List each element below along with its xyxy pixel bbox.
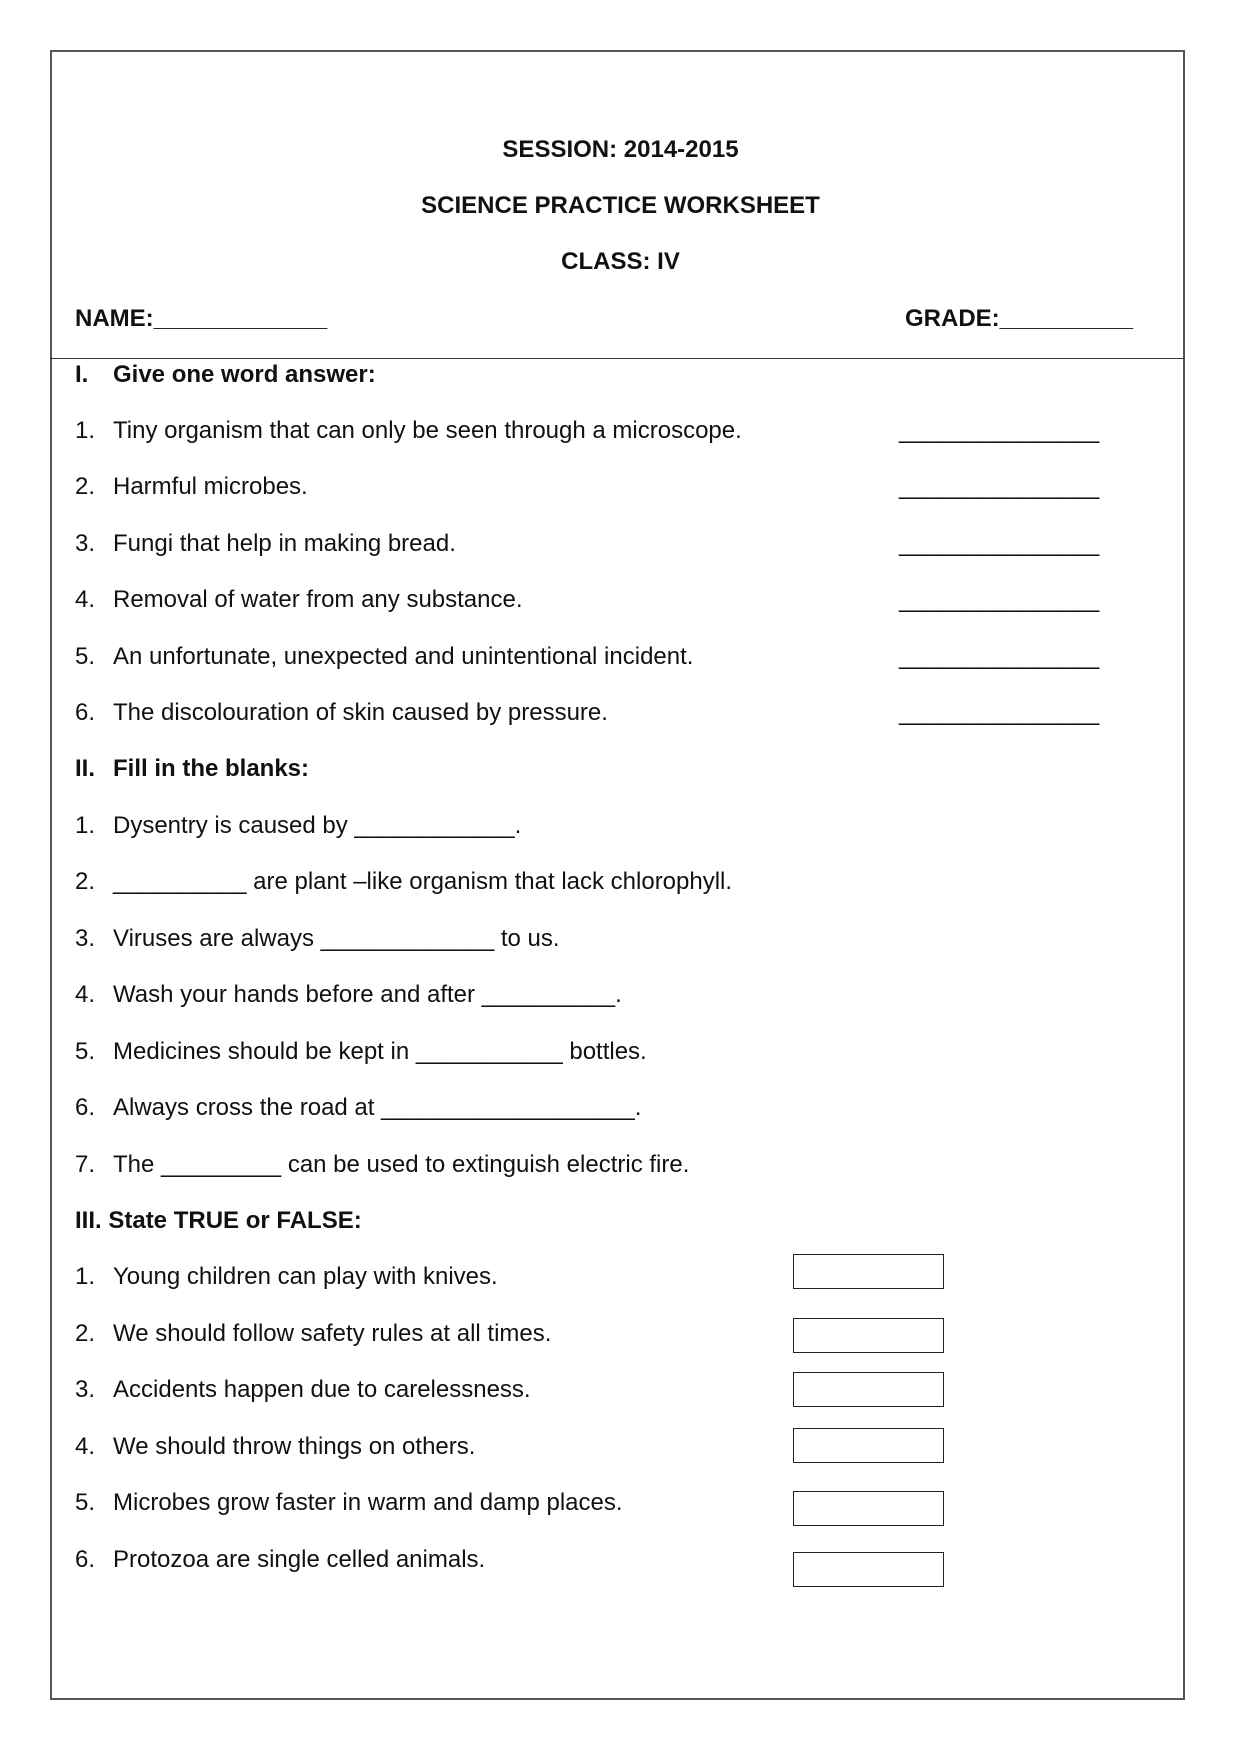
question-number: 6. bbox=[75, 1094, 96, 1121]
question-number: 2. bbox=[75, 868, 96, 895]
worksheet-title: SCIENCE PRACTICE WORKSHEET bbox=[421, 192, 820, 219]
statement-text: We should throw things on others. bbox=[113, 1433, 476, 1460]
answer-blank[interactable]: _______________ bbox=[899, 699, 1100, 726]
question-number: 2. bbox=[75, 1320, 96, 1347]
fill-blank-text: The _________ can be used to extinguish electric fire. bbox=[113, 1151, 690, 1178]
fill-blank-text: __________ are plant –like organism that lack chlorophyll. bbox=[113, 868, 733, 895]
true-false-answer-box[interactable] bbox=[793, 1318, 944, 1353]
statement-text: We should follow safety rules at all times. bbox=[113, 1320, 552, 1347]
answer-blank[interactable]: _______________ bbox=[899, 586, 1100, 613]
question-text: Fungi that help in making bread. bbox=[113, 530, 456, 557]
true-false-answer-box[interactable] bbox=[793, 1254, 944, 1289]
statement-text: Protozoa are single celled animals. bbox=[113, 1546, 486, 1573]
class-label: CLASS: IV bbox=[561, 248, 680, 275]
question-number: 1. bbox=[75, 417, 96, 444]
question-text: Tiny organism that can only be seen through a microscope. bbox=[113, 417, 742, 444]
answer-blank[interactable]: _______________ bbox=[899, 417, 1100, 444]
question-number: 1. bbox=[75, 812, 96, 839]
fill-blank-text: Medicines should be kept in ___________ bottles. bbox=[113, 1038, 647, 1065]
true-false-answer-box[interactable] bbox=[793, 1428, 944, 1463]
question-number: 7. bbox=[75, 1151, 96, 1178]
session-label: SESSION: 2014-2015 bbox=[502, 136, 739, 163]
statement-text: Microbes grow faster in warm and damp places. bbox=[113, 1489, 623, 1516]
question-number: 3. bbox=[75, 1376, 96, 1403]
question-text: Removal of water from any substance. bbox=[113, 586, 523, 613]
true-false-answer-box[interactable] bbox=[793, 1552, 944, 1587]
section1-number: I. bbox=[75, 361, 89, 388]
question-text: The discolouration of skin caused by pressure. bbox=[113, 699, 608, 726]
question-number: 3. bbox=[75, 925, 96, 952]
question-number: 5. bbox=[75, 643, 96, 670]
statement-text: Young children can play with knives. bbox=[113, 1263, 498, 1290]
question-number: 1. bbox=[75, 1263, 96, 1290]
answer-blank[interactable]: _______________ bbox=[899, 643, 1100, 670]
section2-heading: Fill in the blanks: bbox=[113, 755, 310, 782]
grade-field[interactable]: GRADE:__________ bbox=[905, 305, 1134, 332]
true-false-answer-box[interactable] bbox=[793, 1372, 944, 1407]
answer-blank[interactable]: _______________ bbox=[899, 530, 1100, 557]
question-number: 4. bbox=[75, 981, 96, 1008]
question-text: An unfortunate, unexpected and unintentional incident. bbox=[113, 643, 694, 670]
section3-heading: III. State TRUE or FALSE: bbox=[75, 1207, 362, 1234]
fill-blank-text: Dysentry is caused by ____________. bbox=[113, 812, 522, 839]
question-number: 6. bbox=[75, 699, 96, 726]
fill-blank-text: Always cross the road at ___________________. bbox=[113, 1094, 642, 1121]
fill-blank-text: Viruses are always _____________ to us. bbox=[113, 925, 560, 952]
question-number: 6. bbox=[75, 1546, 96, 1573]
name-field[interactable]: NAME:_____________ bbox=[75, 305, 328, 332]
answer-blank[interactable]: _______________ bbox=[899, 473, 1100, 500]
question-number: 5. bbox=[75, 1038, 96, 1065]
question-number: 2. bbox=[75, 473, 96, 500]
true-false-answer-box[interactable] bbox=[793, 1491, 944, 1526]
section2-number: II. bbox=[75, 755, 96, 782]
question-text: Harmful microbes. bbox=[113, 473, 308, 500]
question-number: 4. bbox=[75, 586, 96, 613]
fill-blank-text: Wash your hands before and after __________. bbox=[113, 981, 622, 1008]
question-number: 5. bbox=[75, 1489, 96, 1516]
header-divider bbox=[50, 358, 1185, 359]
question-number: 4. bbox=[75, 1433, 96, 1460]
section1-heading: Give one word answer: bbox=[113, 361, 376, 388]
question-number: 3. bbox=[75, 530, 96, 557]
statement-text: Accidents happen due to carelessness. bbox=[113, 1376, 531, 1403]
